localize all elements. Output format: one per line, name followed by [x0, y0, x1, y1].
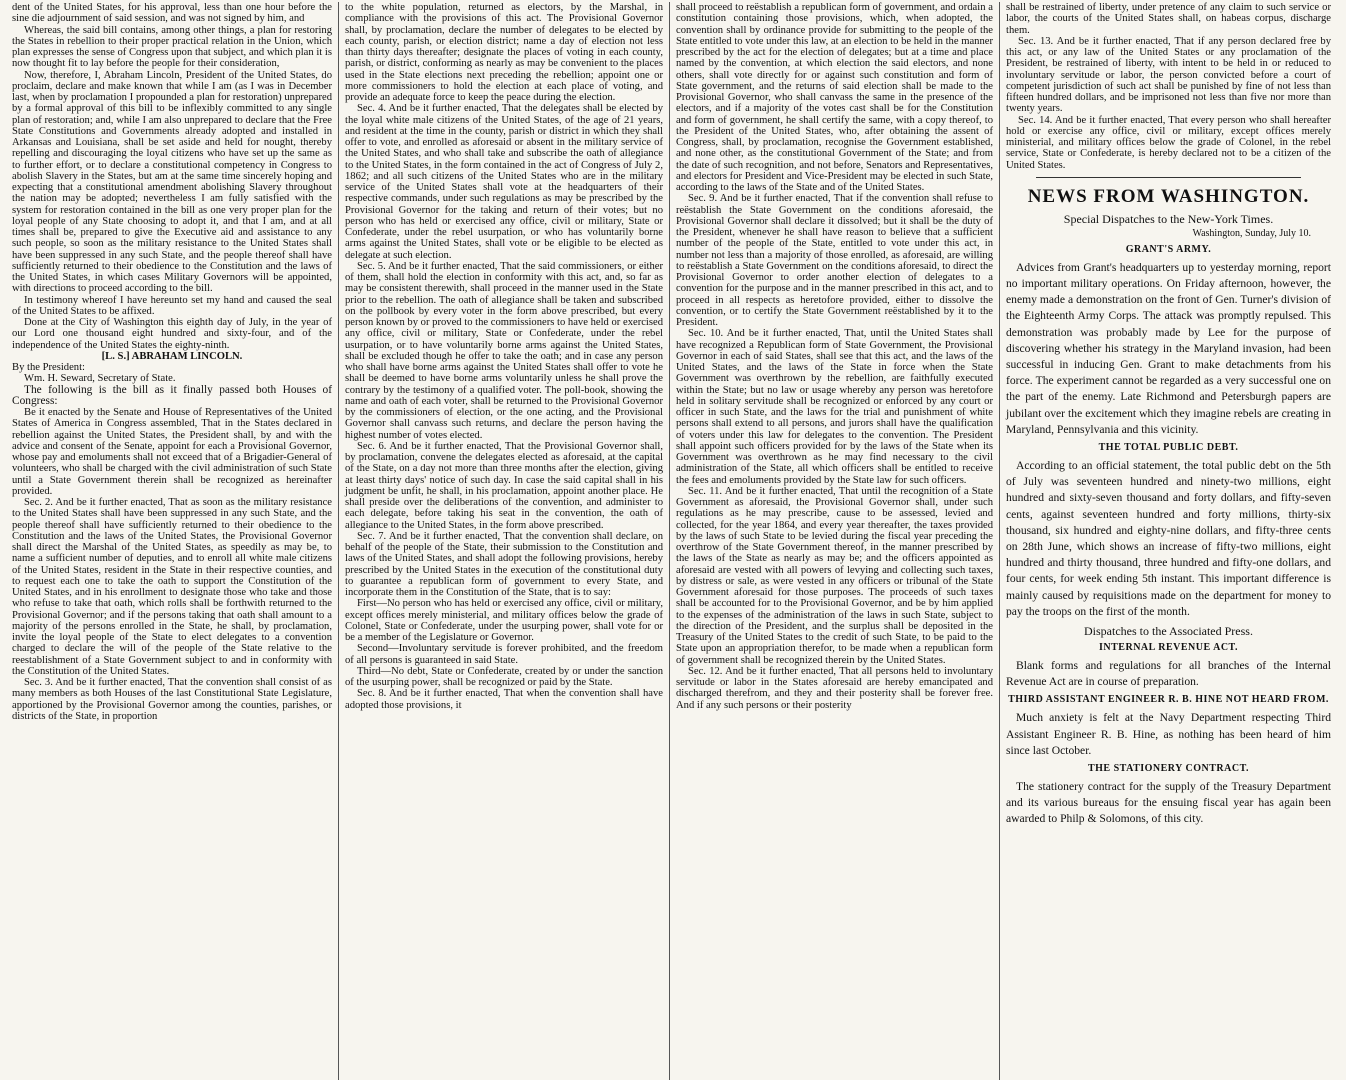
- paragraph: First—No person who has held or exercised any office, civil or military, except offices merely ministerial, and military offices below the grade of Colonel, State or Confederate, under the usurping power, shall vote for or be a member of the Legislature or Governor.: [345, 598, 663, 643]
- paragraph: Much anxiety is felt at the Navy Department respecting Third Assistant Engineer R. B. Hine, as nothing has been heard of him since last October.: [1006, 711, 1331, 757]
- subhead: INTERNAL REVENUE ACT.: [1099, 642, 1238, 654]
- paragraph: Sec. 3. And be it further enacted, That the convention shall consist of as many members as both Houses of the last Constitutional State Legislature, apportioned by the Provisional Governor among the counties, parishes, or districts of the State, in proportion: [12, 677, 332, 722]
- section-dek: Dispatches to the Associated Press.: [1084, 624, 1253, 639]
- paragraph: Sec. 13. And be it further enacted, That if any person declared free by this act, or any law of the United States or any proclamation of the President, be restrained of liberty, with intent to be held in or reduced to involuntary servitude or labor, the person convicted before a court of competent jurisdiction of such act shall be punished by fine of not less than fifteen hundred dollars, and be imprisoned not less than five nor more than twenty years.: [1006, 35, 1331, 115]
- paragraph: shall be restrained of liberty, under pretence of any claim to such service or labor, the courts of the United States shall, on habeas corpus, discharge them.: [1006, 2, 1331, 36]
- subhead: GRANT'S ARMY.: [1125, 243, 1212, 255]
- paragraph: shall proceed to reëstablish a republican form of government, and ordain a constitution containing those provisions, which, when adopted, the convention shall by ordinance provide for submitting to the people of the State entitled to vote under this law, at an election to be held in the manner prescribed by the act for the election of delegates; but at a time and place named by the convention, at which election the said electors, and none others, shall vote directly for or against such constitution and form of State government, and the returns of said election shall be made to the Provisional Governor, who shall canvass the same in the presence of the electors, and if a majority of the votes cast shall be for the Constitution and form of government, he shall certify the same, with a copy thereof, to the President of the United States, who, after obtaining the assent of Congress, shall, by proclamation, recognise the Government established, and none other, as the constitutional Government of the State; and from the date of such recognition, and not before, Senators and Representatives, and electors for President and Vice-President may be elected in such State, according to the laws of the State and of the United States.: [676, 2, 993, 193]
- paragraph: Advices from Grant's headquarters up to yesterday morning, report no important military operations. On Friday afternoon, however, the enemy made a demonstration on the front of Gen. Turner's division of the Eighteenth Army Corps. The attack was promptly repulsed. This demonstration was probably made by Lee for the purpose of discovering whether his strategy in the Maryland invasion, had been successful in inducing Gen. Grant to make detachments from his force. The experiment cannot be regarded as a very successful one on the part of the enemy. Late Richmond and Petersburgh papers are jubilant over the excitement which they imagine rebels are creating in Maryland, Pennsylvania and this vicinity.: [1006, 260, 1331, 436]
- paragraph: Sec. 14. And be it further enacted, That every person who shall hereafter hold or exercise any office, civil or military, except offices merely ministerial, and military offices below the grade of Colonel, in the rebel service, State or Confederate, is hereby declared not to be a citizen of the United States.: [1006, 114, 1331, 171]
- news-body: [1006, 243, 1331, 828]
- paragraph: Whereas, the said bill contains, among other things, a plan for restoring the States in rebellion to their proper practical relation in the Union, which plan expresses the sense of Congress upon that subject, and which plan it is now thought fit to lay before the people for their consideration,: [12, 24, 332, 70]
- paragraph: The stationery contract for the supply of the Treasury Department and its various bureaus for the ensuing fiscal year has again been awarded to Philp & Solomons, of this city.: [1006, 780, 1331, 826]
- paragraph: dent of the United States, for his approval, less than one hour before the sine die adjournment of said session, and was not signed by him, and: [12, 2, 332, 25]
- paragraph: Second—Involuntary servitude is forever prohibited, and the freedom of all persons is guaranteed in said State.: [345, 643, 663, 666]
- paragraph: Third—No debt, State or Confederate, created by or under the sanction of the usurping power, shall be recognized or paid by the State.: [345, 665, 663, 688]
- paragraph: Sec. 7. And be it further enacted, That the convention shall declare, on behalf of the people of the State, their submission to the Constitution and laws of the United States, and shall adopt the following provisions, hereby prescribed by the United States in the execution of the constitutional duty to guarantee a republican form of government to every State, and incorporate them in the Constitution of the State, that is to say:: [345, 530, 663, 598]
- subhead: THIRD ASSISTANT ENGINEER R. B. HINE NOT HEARD FROM.: [1008, 694, 1329, 706]
- paragraph: to the white population, returned as electors, by the Marshal, in compliance with the provisions of this act. The Provisional Governor shall, by proclamation, declare the number of delegates to be elected by each county, parish, or election district; name a day of election not less than thirty days thereafter; designate the places of voting in each county, parish, or district, conforming as nearly as may be convenient to the places used in the State elections next preceding the rebellion; appoint one or more commissioners to hold the election at each place of voting, and provide an adequate force to keep the peace during the election.: [345, 2, 663, 103]
- paragraph: Sec. 12. And be it further enacted, That all persons held to involuntary servitude or labor in the States aforesaid are hereby emancipated and discharged therefrom, and they and their posterity shall be forever free. And if any such persons or their posterity: [676, 665, 993, 711]
- paragraph: Sec. 6. And be it further enacted, That the Provisional Governor shall, by proclamation, convene the delegates elected as aforesaid, at the capital of the State, on a day not more than three months after the election, giving at least thirty days' notice of such day. In case the said capital shall in his judgment be unfit, he shall, in his proclamation, appoint another place. He shall preside over the deliberations of the convention, and administer to each delegate, before taking his seat in the convention, the oath of allegiance to the United States, in the form above prescribed.: [345, 440, 663, 531]
- section-dek: Special Dispatches to the New-York Times.: [1063, 211, 1274, 226]
- paragraph: Done at the City of Washington this eighth day of July, in the year of our Lord one thousand eight hundred and sixty-four, and of the independence of the United States the eighty-ninth.: [12, 317, 332, 351]
- paragraph: The following is the bill as it finally passed both Houses of Congress:: [12, 383, 332, 407]
- paragraph: According to an official statement, the total public debt on the 5th of July was seventeen hundred and ninety-two millions, eight hundred and sixty-seven thousand and forty dollars, and fifty-seven cents, against seventeen hundred and forty millions, thirty-six thousand, six hundred and eighty-nine dollars, and fifty-three cents on 28th June, which shows an increase of fifty-two millions, eight hundred and thirty thousand, three hundred and fifty-one dollars, and four cents, for week ending 5th instant. This important difference is mainly caused by requisitions made on the department for money to pay the troops on the first of the month.: [1006, 458, 1331, 618]
- paragraph: Wm. H. Seward, Secretary of State.: [24, 373, 176, 385]
- paragraph: Sec. 8. And be it further enacted, That when the convention shall have adopted those provisions, it: [345, 688, 663, 711]
- paragraph: By the President:: [12, 362, 85, 373]
- section-divider: [1036, 177, 1301, 178]
- paragraph: Blank forms and regulations for all branches of the Internal Revenue Act are in course of preparation.: [1006, 659, 1331, 689]
- paragraph: Sec. 5. And be it further enacted, That the said commissioners, or either of them, shall hold the election in conformity with this act, and, so far as may be consistent therewith, shall proceed in the manner used in the State prior to the rebellion. The oath of allegiance shall be taken and subscribed on the pollbook by every voter in the form above prescribed, but every person known by or proved to the commissioners to have held or exercised any office, civil or military, State or Confederate, under the rebel usurpation, or to have voluntarily borne arms against the United States, shall be excluded though he offer to take the oath; and in case any person who shall have borne arms against the United States shall offer to vote he shall be deemed to have borne arms voluntarily unless he shall prove the contrary by the testimony of a qualified voter. The poll-book, showing the name and oath of each voter, shall be returned to the Provisional Governor by the commissioners of election, or the one acting, and the Provisional Governor shall canvass such returns, and declare the person having the highest number of votes elected.: [345, 260, 663, 441]
- column-2: [338, 2, 669, 1080]
- column-4: [999, 2, 1337, 1080]
- paragraph: Sec. 2. And be it further enacted, That as soon as the military resistance to the United States shall have been suppressed in any such State, and the people thereof shall have sufficiently returned to their obedience to the Constitution and the laws of the United States, the Provisional Governor shall direct the Marshal of the United States, as speedily as may be, to name a sufficient number of deputies, and to enroll all white male citizens of the United States, resident in the State in their respective counties, and to request each one to take the oath to support the Constitution of the United States, and in his enrollment to designate those who take and those who refuse to take that oath, which rolls shall be forthwith returned to the Provisional Governor; and if the persons taking that oath shall amount to a majority of the persons enrolled in the State, he shall, by proclamation, invite the loyal people of the State to elect delegates to a convention charged to declare the will of the people of the State relative to the reestablishment of a State Government subject to and in conformity with the Constitution of the United States.: [12, 497, 332, 677]
- subhead: THE TOTAL PUBLIC DEBT.: [1098, 441, 1239, 453]
- paragraph: Sec. 11. And be it further enacted, That until the recognition of a State Government as aforesaid, the Provisional Governor shall, under such regulations as he may prescribe, cause to be assessed, levied and collected, for the year 1864, and every year thereafter, the taxes provided by the laws of such State to be levied during the fiscal year preceding the overthrow of the State Government thereof, in the manner prescribed by the laws of the State as nearly as may be; and the officers appointed as aforesaid are vested with all powers of levying and collecting such taxes, by distress or sale, as were vested in any officers or tribunal of the State Government aforesaid for those purposes. The proceeds of such taxes shall be accounted for to the Provisional Governor, and be by him applied to the expenses of the administration of the laws in such State, subject to the direction of the President, and the surplus shall be deposited in the Treasury of the United States to the credit of such State, to be paid to the State upon an appropriation therefor, to be made when a republican form of government shall be recognized therein by the United States.: [676, 485, 993, 666]
- paragraph: Sec. 9. And be it further enacted, That if the convention shall refuse to reëstablish the State Government on the conditions aforesaid, the Provisional Governor shall declare it dissolved; but it shall be the duty of the President, whenever he shall have reason to believe that a sufficient number of the people of the State, entitled to vote under this act, in number not less than a majority of those enrolled, as aforesaid, are willing to reëstablish a State Government on the conditions aforesaid, to direct the Provisional Governor to order another election of delegates to a convention for the purpose and in the manner prescribed in this act, and to proceed in all respects as heretofore provided, either to dissolve the convention, or to certify the State Government reëstablished by it to the President.: [676, 193, 993, 328]
- section-headline: NEWS FROM WASHINGTON.: [1027, 185, 1310, 207]
- column-1: [6, 2, 338, 1080]
- paragraph: Be it enacted by the Senate and House of Representatives of the United States of America in Congress assembled, That in the States declared in rebellion against the United States, the President shall, by and with the advice and consent of the Senate, appoint for each a Provisional Governor, whose pay and emoluments shall not exceed that of a Brigadier-General of volunteers, who shall be charged with the civil administration of such State until a State Government therein shall be recognized as hereinafter provided.: [12, 407, 332, 497]
- paragraph: Now, therefore, I, Abraham Lincoln, President of the United States, do proclaim, declare and make known that while I am (as I was in December last, when by proclamation I propounded a plan for restoration) unprepared by a formal approval of this bill to be inflexibly committed to any single plan of restoration; and, while I am also unprepared to declare that the Free State Constitutions and Governments already adopted and installed in Arkansas and Louisiana, shall be set aside and held for nought, thereby repelling and discouraging the loyal citizens who have set up the same as to further effort, or to declare a constitutional competency in Congress to abolish Slavery in the States, but am at the same time sincerely hoping and expecting that a constitutional amendment abolishing Slavery throughout the nation may be adopted; nevertheless I am fully satisfied with the system for restoration contained in the bill as one very proper plan for the loyal people of any State choosing to adopt it, and that I am, and at all times shall be, prepared to give the Executive aid and assistance to any such people, so soon as the military resistance to the United States shall have been suppressed in any such State, and the people thereof shall have sufficiently returned to their obedience to the Constitution and the laws of the United States, in which cases Military Governors will be appointed, with directions to proceed according to the bill.: [12, 69, 332, 295]
- dateline: Washington, Sunday, July 10.: [1192, 227, 1311, 239]
- signature-line: [L. S.] ABRAHAM LINCOLN.: [101, 350, 243, 362]
- paragraph: Sec. 4. And be it further enacted, That the delegates shall be elected by the loyal white male citizens of the United States, of the age of 21 years, and resident at the time in the county, parish or district in which they shall offer to vote, and enrolled as aforesaid or absent in the military service of the United States, and who shall take and subscribe the oath of allegiance to the United States, in the form contained in the act of Congress of July 2, 1862; and all such citizens of the United States who are in the military service of the United States shall vote at the headquarters of their respective commands, under such regulations as may be prescribed by the Provisional Governor for the taking and return of their votes; but no person who has held or exercised any office, civil or military, State or Confederate, under the rebel usurpation, or who has voluntarily borne arms against the United States, shall vote or be eligible to be elected as delegate at such election.: [345, 103, 663, 261]
- subhead: THE STATIONERY CONTRACT.: [1087, 763, 1250, 775]
- column-3: [669, 2, 999, 1080]
- paragraph: Sec. 10. And be it further enacted, That, until the United States shall have recognized a Republican form of State Government, the Provisional Governor in each of said States, shall see that this act, and the laws of the United States, and the laws of the State in force when the State Government was overthrown by the rebellion, are faithfully executed within the State; but no law or usage whereby any person was heretofore held in solitary servitude shall be recognized or enforced by any court or officer in such State, and the laws for the trial and punishment of white persons shall extend to all persons, and jurors shall have the qualification of voters under this law for delegates to the convention. The President shall appoint such officers provided for by the laws of the State when its Government was overthrown as he may find necessary to the civil administration of the State, all which officers shall be entitled to receive the fees and emoluments provided by the State law for such officers.: [676, 328, 993, 486]
- paragraph: In testimony whereof I have hereunto set my hand and caused the seal of the United States to be affixed.: [12, 294, 332, 317]
